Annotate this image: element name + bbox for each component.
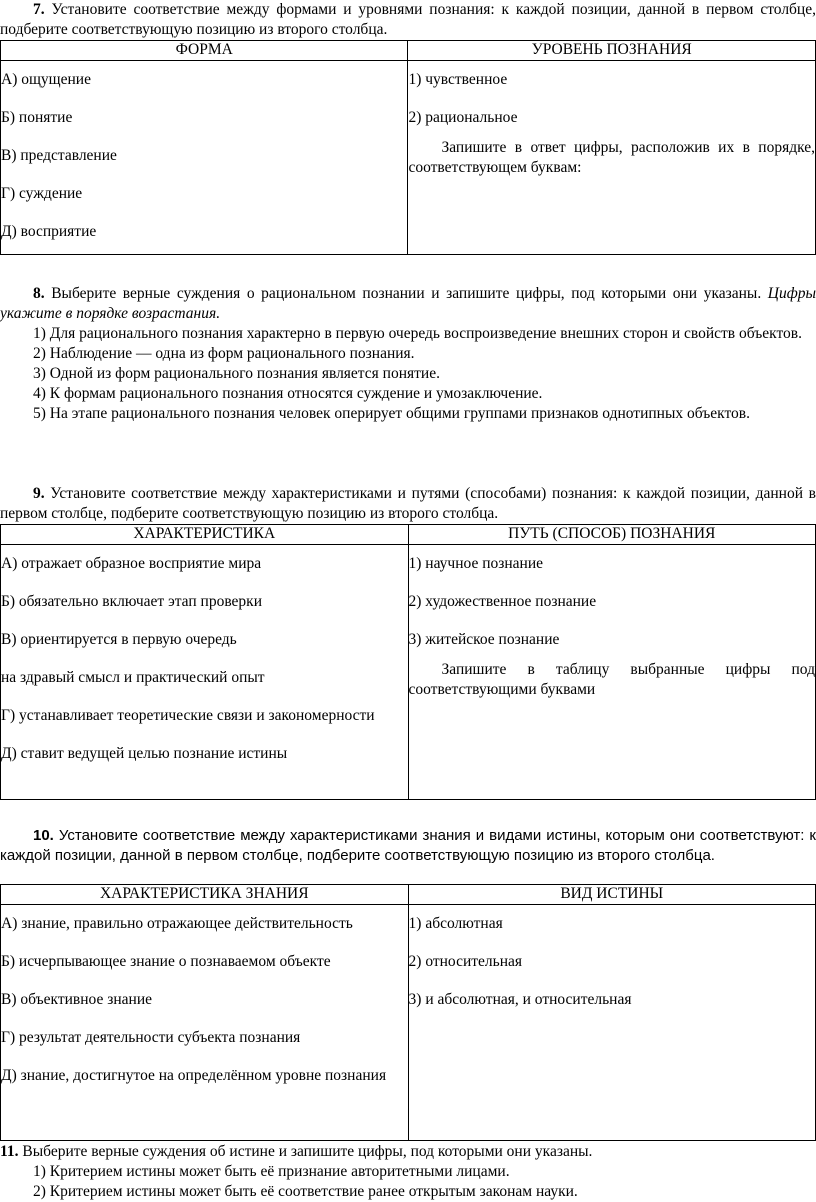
list-item: 3) Одной из форм рационального познания является понятие. — [33, 365, 440, 382]
list-item: 2) относительная — [408, 953, 523, 970]
question-7-note: Запишите в ответ цифры, расположив их в порядке, соответствующем буквам: — [408, 139, 815, 176]
question-7-table — [0, 40, 816, 255]
question-10-left-column — [1, 905, 409, 1141]
question-7 — [0, 0, 816, 40]
question-10-col1-header: ХАРАКТЕРИСТИКА ЗНАНИЯ — [1, 885, 409, 905]
question-10 — [0, 826, 816, 866]
list-item: 1) чувственное — [408, 71, 508, 88]
list-item: Г) результат деятельности субъекта познания — [1, 1029, 301, 1046]
question-9-left-column — [1, 545, 409, 800]
list-item: 3) житейское познание — [408, 631, 560, 648]
list-item: 2) рациональное — [408, 109, 518, 126]
question-7-right-column — [408, 61, 816, 255]
question-8-prompt — [0, 284, 816, 324]
question-11 — [0, 1142, 816, 1202]
list-item: Б) исчерпывающее знание о познаваемом объекте — [1, 953, 331, 970]
list-item: Б) обязательно включает этап проверки — [1, 593, 263, 610]
question-9-col2-header: ПУТЬ (СПОСОБ) ПОЗНАНИЯ — [408, 525, 816, 545]
question-7-left-column — [1, 61, 408, 255]
question-7-prompt — [0, 0, 816, 40]
question-11-number: 11. — [0, 1143, 19, 1160]
list-item: Г) устанавливает теоретические связи и закономерности — [1, 707, 375, 724]
question-7-col2-header: УРОВЕНЬ ПОЗНАНИЯ — [408, 41, 816, 61]
question-9-table — [0, 524, 816, 800]
list-item: 2) Критерием истины может быть её соответствие ранее открытым законам науки. — [33, 1183, 578, 1200]
question-9-text: Установите соответствие между характеристиками и путями (способами) познания: к каждой позиции, данной в первом столбце, подберите соответствующую позицию из второго столбца. — [0, 485, 816, 522]
list-item: А) отражает образное восприятие мира — [1, 555, 262, 572]
question-8 — [0, 284, 816, 424]
question-9-right-column — [408, 545, 816, 800]
question-10-col2-header: ВИД ИСТИНЫ — [408, 885, 815, 905]
question-7-text: Установите соответствие между формами и уровнями познания: к каждой позиции, данной в первом столбце, подберите соответствующую позицию из второго столбца. — [0, 1, 816, 38]
list-item: 2) Наблюдение — одна из форм рационального познания. — [33, 345, 415, 362]
question-10-prompt — [0, 826, 816, 866]
list-item: В) объективное знание — [1, 991, 152, 1008]
list-item: 1) Критерием истины может быть её признание авторитетными лицами. — [33, 1163, 510, 1180]
question-9 — [0, 484, 816, 524]
list-item: В) представление — [1, 147, 117, 164]
list-item: на здравый смысл и практический опыт — [1, 669, 265, 686]
question-8-text: Выберите верные суждения о рациональном познании и запишите цифры, под которыми они указаны. — [44, 285, 762, 302]
question-10-number: 10. — [33, 827, 54, 844]
list-item: Б) понятие — [1, 109, 73, 126]
list-item: Г) суждение — [1, 185, 83, 202]
list-item: Д) ставит ведущей целью познание истины — [1, 745, 288, 762]
question-9-col1-header: ХАРАКТЕРИСТИКА — [1, 525, 409, 545]
list-item: 3) и абсолютная, и относительная — [408, 991, 632, 1008]
list-item: А) знание, правильно отражающее действительность — [1, 915, 353, 932]
question-7-number: 7. — [33, 1, 45, 18]
question-11-text: Выберите верные суждения об истине и запишите цифры, под которыми они указаны. — [18, 1143, 593, 1160]
question-11-prompt — [0, 1142, 816, 1162]
list-item: 5) На этапе рационального познания человек оперирует общими группами признаков однотипных объектов. — [33, 405, 750, 422]
question-10-right-column — [408, 905, 815, 1141]
question-10-text: Установите соответствие между характеристиками знания и видами истины, которым они соответствуют: к каждой позиции, данной в первом столбце, подберите соответствующую позицию из второго столбца. — [0, 827, 816, 864]
list-item: В) ориентируется в первую очередь — [1, 631, 237, 648]
question-9-note: Запишите в таблицу выбранные цифры под соответствующими буквами — [408, 661, 815, 698]
question-10-table — [0, 884, 816, 1141]
question-7-col1-header: ФОРМА — [1, 41, 408, 61]
question-9-prompt — [0, 484, 816, 524]
question-8-instruction: Цифры укажите в порядке возрастания. — [0, 285, 816, 322]
list-item: 1) научное познание — [408, 555, 544, 572]
list-item: А) ощущение — [1, 71, 91, 88]
list-item: 2) художественное познание — [408, 593, 597, 610]
list-item: 1) Для рационального познания характерно в первую очередь воспроизведение внешних сторон и свойств объектов. — [33, 325, 802, 342]
list-item: Д) знание, достигнутое на определённом уровне познания — [1, 1067, 387, 1084]
list-item: Д) восприятие — [1, 223, 97, 240]
question-9-number: 9. — [33, 485, 45, 502]
question-8-number: 8. — [33, 285, 45, 302]
list-item: 1) абсолютная — [408, 915, 503, 932]
list-item: 4) К формам рационального познания относятся суждение и умозаключение. — [33, 385, 543, 402]
